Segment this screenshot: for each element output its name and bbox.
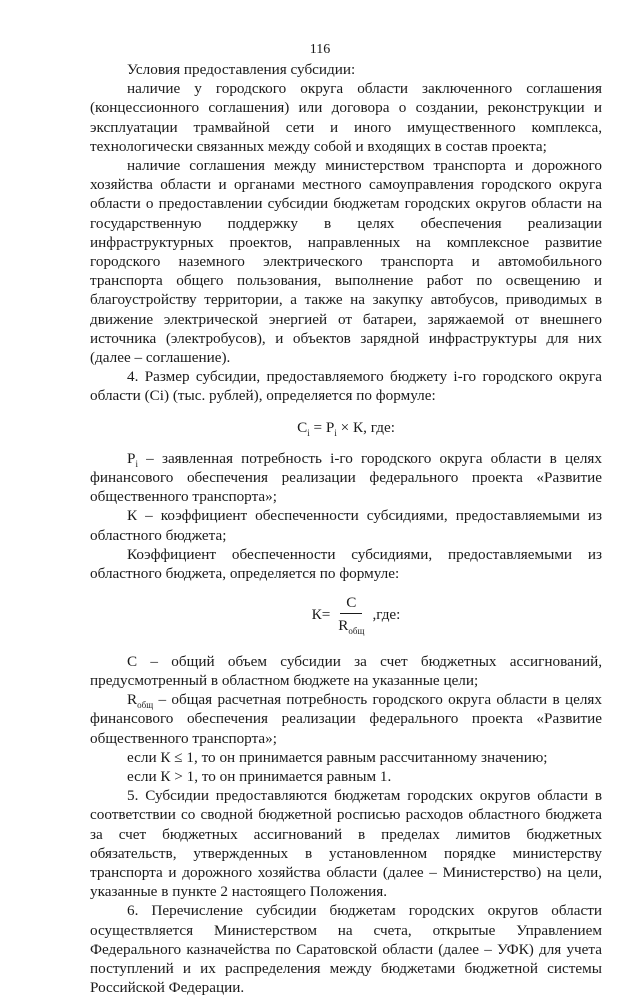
paragraph-4: 4. Размер субсидии, предоставляемого бюджету i-го городского округа области (Ci) (тыс. рублей), определяется по формуле: [90, 368, 602, 405]
def-r-symbol: R [127, 691, 138, 709]
fraction [332, 593, 370, 635]
den-sub: общ [348, 626, 365, 637]
coefficient-formula [90, 593, 602, 635]
def-r-text: – общая расчетная потребность городского округа области в целях финансового обеспечения реализации федерального проекта «Развитие общественного транспорта»; [90, 691, 602, 747]
fraction-numerator: C [340, 593, 362, 614]
definition-c: С – общий объем субсидии за счет бюджетных ассигнований, предусмотренный в областном бюджете на указанные цели; [90, 652, 602, 689]
def-p-text: – заявленная потребность i-го городского округа области в целях финансового обеспечения реализации федерального проекта «Развитие общественного транспорта»; [90, 449, 602, 506]
formula-rest: × К, где: [336, 418, 395, 436]
page-number: 116 [309, 42, 331, 57]
condition-k-le-1: если К ≤ 1, то он принимается равным рассчитанному значению; [127, 748, 548, 766]
fraction-denominator [332, 614, 370, 635]
formula-c-sub: i [307, 427, 310, 438]
formula-eq: = [309, 418, 326, 436]
subsidy-formula [90, 418, 602, 437]
condition-paragraph-1: наличие у городского округа области заключенного соглашения (концессионного соглашения) или договора о создании, реконструкции и эксплуатации трамвайной сети и иного имущественного комплекса, технологически связанных между собой и входящих в состав проекта; [90, 80, 602, 155]
def-p-sub: i [135, 458, 138, 469]
definition-r [90, 690, 602, 748]
formula-c: C [297, 418, 308, 436]
den-symbol: R [338, 617, 349, 635]
formula-p-sub: i [334, 427, 337, 438]
def-r-sub: общ [137, 700, 154, 711]
def-p-symbol: P [127, 449, 136, 467]
document-body [90, 60, 602, 997]
formula2-lhs: К= [311, 605, 331, 623]
k-intro: Коэффициент обеспеченности субсидиями, предоставляемыми из областного бюджета, определяется по формуле: [90, 545, 602, 583]
condition-k-gt-1: если К > 1, то он принимается равным 1. [127, 767, 392, 785]
formula-p: P [325, 418, 335, 436]
definition-k: К – коэффициент обеспеченности субсидиями, предоставляемыми из областного бюджета; [90, 507, 602, 544]
paragraph-5: 5. Субсидии предоставляются бюджетам городских округов области в соответствии со сводной бюджетной росписью расходов областного бюджета за счет бюджетных ассигнований в пределах лимитов бюджетных обязательств, утвержденных в установленном порядке министерству транспорта и дорожного хозяйства области (далее – Министерство) на цели, указанные в пункте 2 настоящего Положения. [90, 787, 602, 901]
formula2-rhs: ,где: [372, 605, 401, 623]
conditions-heading: Условия предоставления субсидии: [127, 61, 356, 78]
paragraph-6: 6. Перечисление субсидии бюджетам городских округов области осуществляется Министерством на счета, открытые Управлением Федерального казначейства по Саратовской области (далее – УФК) для учета поступлений и их распределения между бюджетами бюджетной системы Российской Федерации. [90, 902, 602, 997]
condition-paragraph-2: наличие соглашения между министерством транспорта и дорожного хозяйства области и органами местного самоуправления городского округа области о предоставлении субсидии бюджетам городских округов области на государственную поддержку в целях обеспечения реализации инфраструктурных проектов, направленных на комплексное развитие городского наземного электрического транспорта и автомобильного транспорта общего пользования, выполнение работ по освещению и благоустройству территории, а также на закупку автобусов, приводимых в движение электрической энергией от батареи, заряжаемой от внешнего источника (электробусов), и объектов зарядной инфраструктуры для них (далее – соглашение). [90, 157, 602, 367]
definition-p [90, 449, 602, 507]
